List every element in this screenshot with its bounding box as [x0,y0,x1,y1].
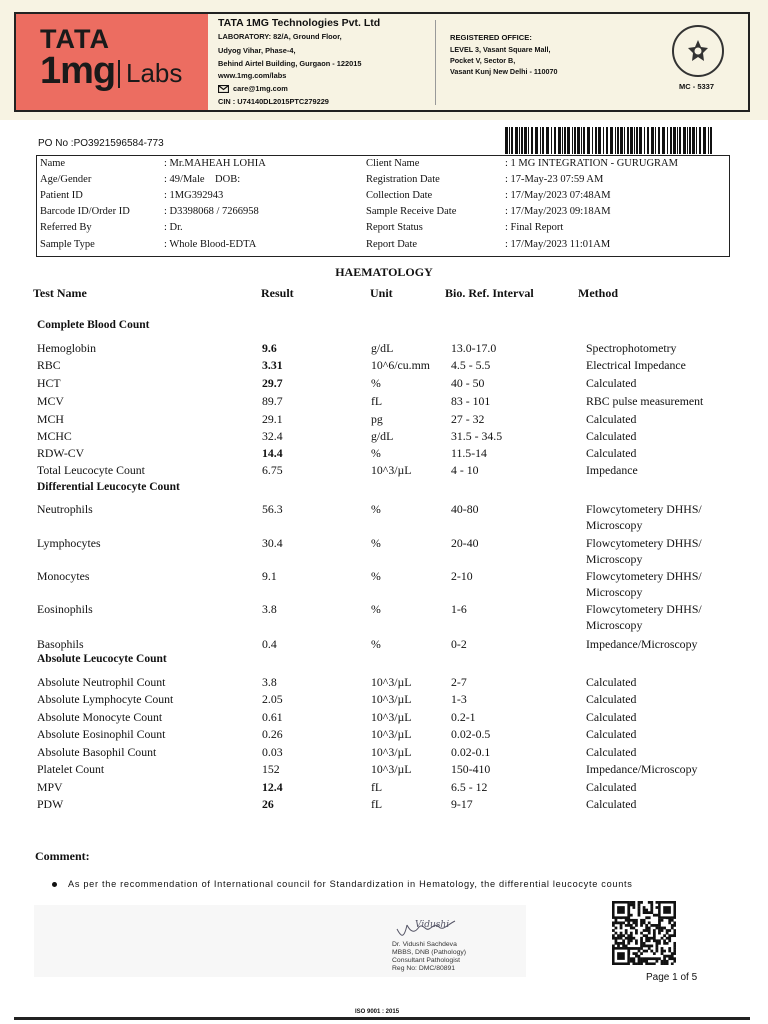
result-cell: 12.4 [262,780,283,794]
info-label: Referred By [40,222,92,233]
test-name-cell: MPV [37,780,63,794]
header-frame [14,12,750,112]
method-cell: Calculated [586,446,637,460]
logo-brand: TATA [40,24,110,54]
logo-suffix: Labs [126,58,183,88]
unit-cell: 10^3/µL [371,727,412,741]
method-cell: RBC pulse measurement [586,394,704,408]
group-title: Absolute Leucocyte Count [37,653,167,665]
ref-interval-cell: 40 - 50 [451,376,485,390]
iso-certification: ISO 9001 : 2015 [355,1009,400,1015]
unit-cell: pg [371,412,383,426]
unit-cell: % [371,637,381,651]
ref-interval-cell: 1-6 [451,602,467,616]
method-cell: Calculated [586,692,637,706]
info-label: Registration Date [366,174,440,185]
unit-cell: 10^3/µL [371,745,412,759]
test-name-cell: Monocytes [37,569,90,583]
result-cell: 9.1 [262,569,277,583]
registered-office-title: REGISTERED OFFICE: [450,33,532,42]
result-cell: 26 [262,797,274,811]
result-cell: 9.6 [262,341,277,355]
test-name-cell: MCHC [37,429,72,443]
result-cell: 6.75 [262,463,283,477]
test-name-cell: Eosinophils [37,602,93,616]
unit-cell: g/dL [371,341,394,355]
result-cell: 89.7 [262,394,283,408]
lab-address-line: Udyog Vihar, Phase-4, [218,46,296,55]
result-cell: 152 [262,762,280,776]
method-cell: Flowcytometery DHHS/ [586,536,702,550]
info-label: Client Name [366,158,420,169]
unit-cell: 10^3/µL [371,762,412,776]
unit-cell: 10^6/cu.mm [371,358,430,372]
ref-interval-cell: 4 - 10 [451,463,479,477]
test-name-cell: Neutrophils [37,502,93,516]
signature-text: Vidushi [415,920,450,930]
doctor-qualification: MBBS, DNB (Pathology) [392,949,467,956]
method-cell: Calculated [586,710,637,724]
result-cell: 29.1 [262,412,283,426]
method-cell: Microscopy [586,518,643,532]
info-value: : Mr.MAHEAH LOHIA [164,158,266,169]
result-cell: 3.8 [262,602,277,616]
ref-interval-cell: 4.5 - 5.5 [451,358,491,372]
test-name-cell: MCV [37,394,64,408]
unit-cell: 10^3/µL [371,463,412,477]
company-name: TATA 1MG Technologies Pvt. Ltd [218,17,381,29]
unit-cell: fL [371,394,383,408]
unit-cell: % [371,376,381,390]
ref-interval-cell: 0.02-0.5 [451,727,491,741]
test-name-cell: Absolute Basophil Count [37,745,157,759]
page-number: Page 1 of 5 [646,972,698,983]
unit-cell: % [371,602,381,616]
method-cell: Calculated [586,745,637,759]
result-cell: 30.4 [262,536,283,550]
ref-interval-cell: 27 - 32 [451,412,485,426]
column-header-method: Method [578,286,618,300]
method-cell: Microscopy [586,552,643,566]
doctor-title: Consultant Pathologist [392,957,461,964]
signature-image [395,915,457,943]
info-label: Sample Type [40,239,95,250]
method-cell: Calculated [586,797,637,811]
method-cell: Calculated [586,376,637,390]
method-cell: Calculated [586,727,637,741]
website-link[interactable]: www.1mg.com/labs [218,71,287,80]
ref-interval-cell: 2-7 [451,675,467,689]
result-cell: 14.4 [262,446,283,460]
column-header-result: Result [261,286,294,300]
lab-address-line: LABORATORY: 82/A, Ground Floor, [218,32,342,41]
info-value: : 17/May/2023 11:01AM [505,239,611,250]
ref-interval-cell: 0.2-1 [451,710,476,724]
unit-cell: % [371,502,381,516]
info-label: Report Date [366,239,418,250]
test-name-cell: Absolute Lymphocyte Count [37,692,174,706]
group-title: Differential Leucocyte Count [37,481,180,493]
test-name-cell: RBC [37,358,61,372]
info-label: Collection Date [366,190,433,201]
info-label: Report Status [366,222,423,233]
method-cell: Calculated [586,675,637,689]
info-value: : 1 MG INTEGRATION - GURUGRAM [505,158,678,169]
result-cell: 0.03 [262,745,283,759]
method-cell: Impedance [586,463,638,477]
comment-title: Comment: [35,849,90,863]
qr-code-icon[interactable] [612,901,676,965]
method-cell: Flowcytometery DHHS/ [586,602,702,616]
unit-cell: % [371,536,381,550]
result-cell: 0.61 [262,710,283,724]
result-cell: 3.8 [262,675,277,689]
ref-interval-cell: 9-17 [451,797,473,811]
test-name-cell: Total Leucocyte Count [37,463,145,477]
method-cell: Calculated [586,780,637,794]
result-cell: 56.3 [262,502,283,516]
info-label: Sample Receive Date [366,206,457,217]
result-cell: 2.05 [262,692,283,706]
test-name-cell: Basophils [37,637,84,651]
unit-cell: % [371,569,381,583]
info-value: : 17/May/2023 09:18AM [505,206,611,217]
ref-interval-cell: 1-3 [451,692,467,706]
test-name-cell: RDW-CV [37,446,85,460]
result-cell: 0.4 [262,637,277,651]
bullet-icon [52,882,57,887]
registered-office-line: LEVEL 3, Vasant Square Mall, [450,45,551,54]
result-cell: 0.26 [262,727,283,741]
info-value: : 1MG392943 [164,190,224,201]
unit-cell: fL [371,797,383,811]
test-name-cell: Absolute Eosinophil Count [37,727,166,741]
info-value: : 17-May-23 07:59 AM [505,174,604,185]
info-label: Barcode ID/Order ID [40,206,130,217]
ref-interval-cell: 2-10 [451,569,473,583]
test-name-cell: PDW [37,797,64,811]
info-label: Name [40,158,66,169]
envelope-icon [218,85,229,93]
ref-interval-cell: 40-80 [451,502,479,516]
group-title: Complete Blood Count [37,319,150,331]
section-title: HAEMATOLOGY [335,265,433,279]
test-name-cell: Lymphocytes [37,536,101,550]
ref-interval-cell: 11.5-14 [451,446,487,460]
info-value: : Whole Blood-EDTA [164,239,257,250]
result-cell: 3.31 [262,358,283,372]
unit-cell: 10^3/µL [371,692,412,706]
footer-rule [14,1017,750,1020]
unit-cell: fL [371,780,383,794]
method-cell: Impedance/Microscopy [586,637,698,651]
lab-address-line: Behind Airtel Building, Gurgaon - 122015 [218,59,362,68]
ref-interval-cell: 0-2 [451,637,467,651]
column-header-test: Test Name [33,286,87,300]
info-label: Age/Gender [40,174,92,185]
unit-cell: 10^3/µL [371,710,412,724]
result-cell: 29.7 [262,376,283,390]
column-header-ref: Bio. Ref. Interval [445,286,534,300]
method-cell: Flowcytometery DHHS/ [586,569,702,583]
info-value: : Final Report [505,222,564,233]
doctor-name: Dr. Vidushi Sachdeva [392,941,457,948]
po-number: PO No :PO3921596584-773 [38,138,164,149]
info-value: : 17/May/2023 07:48AM [505,190,611,201]
ref-interval-cell: 31.5 - 34.5 [451,429,503,443]
test-name-cell: MCH [37,412,64,426]
accreditation-number: MC - 5337 [679,82,715,91]
method-cell: Calculated [586,429,637,443]
barcode-icon [505,127,715,154]
ref-interval-cell: 13.0-17.0 [451,341,497,355]
unit-cell: g/dL [371,429,394,443]
info-label: Patient ID [40,190,83,201]
ref-interval-cell: 0.02-0.1 [451,745,491,759]
ref-interval-cell: 6.5 - 12 [451,780,488,794]
test-name-cell: Hemoglobin [37,341,96,355]
method-cell: Flowcytometery DHHS/ [586,502,702,516]
unit-cell: % [371,446,381,460]
cin-number: CIN : U74140DL2015PTC279229 [218,97,329,106]
info-value: : 49/Male DOB: [164,174,241,185]
comment-text: As per the recommendation of International council for Standardization in Hematology, the differential leucocyte counts [68,879,633,889]
logo-product: 1mg [40,50,116,92]
registered-office-line: Vasant Kunj New Delhi - 110070 [450,67,558,76]
doctor-reg-number: Reg No: DMC/80891 [392,965,456,972]
test-name-cell: Platelet Count [37,762,105,776]
result-cell: 32.4 [262,429,283,443]
method-cell: Microscopy [586,618,643,632]
ref-interval-cell: 20-40 [451,536,479,550]
seal-star-icon [686,39,710,63]
test-name-cell: Absolute Monocyte Count [37,710,163,724]
method-cell: Spectrophotometry [586,341,677,355]
test-name-cell: Absolute Neutrophil Count [37,675,166,689]
method-cell: Calculated [586,412,637,426]
info-value: : Dr. [164,222,183,233]
ref-interval-cell: 150-410 [451,762,491,776]
header-divider [435,20,436,105]
method-cell: Electrical Impedance [586,358,686,372]
method-cell: Impedance/Microscopy [586,762,698,776]
method-cell: Microscopy [586,585,643,599]
column-header-unit: Unit [370,286,393,300]
unit-cell: 10^3/µL [371,675,412,689]
email-link[interactable]: care@1mg.com [233,84,288,93]
info-value: : D3398068 / 7266958 [164,206,259,217]
ref-interval-cell: 83 - 101 [451,394,491,408]
email-row [218,83,288,95]
registered-office-line: Pocket V, Sector B, [450,56,516,65]
test-name-cell: HCT [37,376,61,390]
